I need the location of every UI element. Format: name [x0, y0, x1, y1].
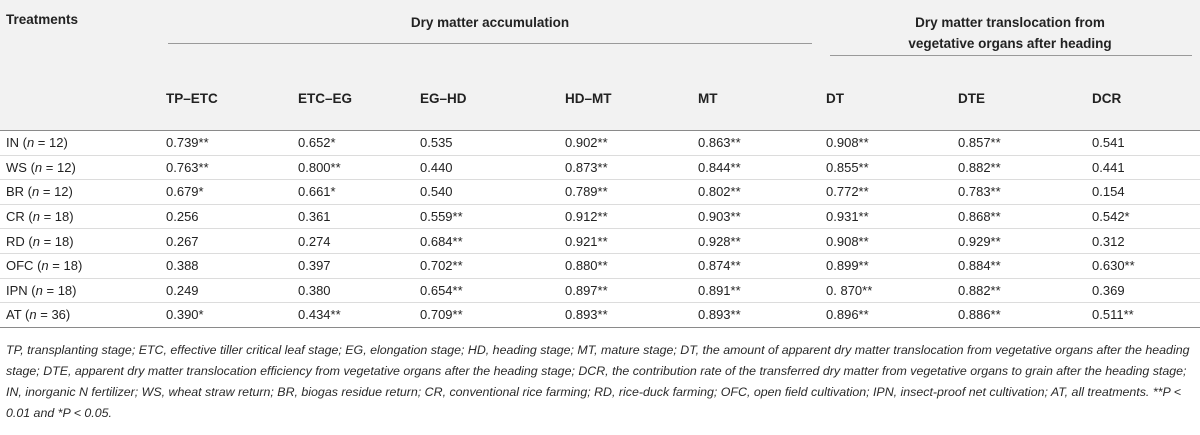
group-header-translocation-line1: Dry matter translocation from: [915, 15, 1105, 30]
value-cell: 0.380: [292, 278, 414, 303]
value-cell: 0.783**: [952, 180, 1086, 205]
value-cell: 0.739**: [160, 131, 292, 156]
value-cell: 0.369: [1086, 278, 1200, 303]
table-row: [0, 131, 1200, 156]
column-header-empty: [0, 66, 160, 131]
value-cell: 0.844**: [692, 155, 820, 180]
treatment-cell: AT (n = 36): [0, 303, 160, 328]
value-cell: 0.256: [160, 204, 292, 229]
value-cell: 0.267: [160, 229, 292, 254]
table-row: [0, 204, 1200, 229]
value-cell: 0.390*: [160, 303, 292, 328]
value-cell: 0.709**: [414, 303, 559, 328]
group-header-translocation: [820, 0, 1200, 66]
value-cell: 0.868**: [952, 204, 1086, 229]
value-cell: 0.912**: [559, 204, 692, 229]
table-footnote: TP, transplanting stage; ETC, effective tiller critical leaf stage; EG, elongation stage; HD, heading stage; MT, mature stage; DT, the amount of apparent dry matter translocation from vegetative organs after the heading stage; DTE, apparent dry matter translocation efficiency from vegetative organs after the heading stage; DCR, the contribution rate of the transferred dry matter from vegetative organs to grain after the heading stage; IN, inorganic N fertilizer; WS, wheat straw return; BR, biogas residue return; CR, conventional rice farming; RD, rice-duck farming; OFC, open field cultivation; IPN, insect-proof net cultivation; AT, all treatments. **P < 0.01 and *P < 0.05.: [6, 343, 1190, 420]
treatment-sample-size: 12: [56, 159, 72, 175]
table-row: [0, 278, 1200, 303]
value-cell: 0.654**: [414, 278, 559, 303]
value-cell: 0.440: [414, 155, 559, 180]
value-cell: 0.857**: [952, 131, 1086, 156]
treatment-cell: WS (n = 12): [0, 155, 160, 180]
treatment-name: OFC: [6, 258, 34, 274]
value-cell: 0.312: [1086, 229, 1200, 254]
value-cell: 0.154: [1086, 180, 1200, 205]
treatment-sample-size: 12: [49, 135, 64, 151]
treatment-cell: IN (n = 12): [0, 131, 160, 156]
value-cell: 0.886**: [952, 303, 1086, 328]
column-header: DT: [820, 66, 952, 131]
column-header: TP–ETC: [160, 66, 292, 131]
treatment-name: CR: [6, 209, 25, 225]
value-cell: 0.679*: [160, 180, 292, 205]
value-cell: 0.893**: [559, 303, 692, 328]
value-cell: 0.541: [1086, 131, 1200, 156]
column-header: ETC–EG: [292, 66, 414, 131]
value-cell: 0.855**: [820, 155, 952, 180]
value-cell: 0.559**: [414, 204, 559, 229]
treatment-cell: CR (n = 18): [0, 204, 160, 229]
value-cell: 0.542*: [1086, 204, 1200, 229]
treatment-cell: IPN (n = 18): [0, 278, 160, 303]
value-cell: 0.434**: [292, 303, 414, 328]
value-cell: 0.702**: [414, 253, 559, 278]
value-cell: 0.441: [1086, 155, 1200, 180]
value-cell: 0.511**: [1086, 303, 1200, 328]
column-header: DCR: [1086, 66, 1200, 131]
value-cell: 0.899**: [820, 253, 952, 278]
value-cell: 0.397: [292, 253, 414, 278]
treatment-name: BR: [6, 184, 25, 200]
treatment-cell: RD (n = 18): [0, 229, 160, 254]
value-cell: 0.789**: [559, 180, 692, 205]
value-cell: 0.908**: [820, 131, 952, 156]
treatment-name: WS: [6, 159, 27, 175]
value-cell: 0.249: [160, 278, 292, 303]
value-cell: 0.800**: [292, 155, 414, 180]
treatment-sample-size: 18: [63, 258, 78, 274]
column-header-row: [0, 66, 1200, 131]
group-header-row: [0, 0, 1200, 66]
table-row: [0, 229, 1200, 254]
table-row: [0, 303, 1200, 328]
group-underline-accumulation: [168, 43, 812, 44]
treatment-sample-size: 18: [54, 233, 70, 249]
value-cell: 0.874**: [692, 253, 820, 278]
value-cell: 0.896**: [820, 303, 952, 328]
value-cell: 0.921**: [559, 229, 692, 254]
value-cell: 0.897**: [559, 278, 692, 303]
table-row: [0, 253, 1200, 278]
value-cell: 0.863**: [692, 131, 820, 156]
treatment-name: AT: [6, 307, 22, 323]
value-cell: 0.388: [160, 253, 292, 278]
value-cell: 0.630**: [1086, 253, 1200, 278]
treatments-header: Treatments: [6, 12, 79, 27]
value-cell: 0. 870**: [820, 278, 952, 303]
value-cell: 0.893**: [692, 303, 820, 328]
treatment-sample-size: 18: [57, 282, 73, 298]
value-cell: 0.274: [292, 229, 414, 254]
column-header: MT: [692, 66, 820, 131]
value-cell: 0.873**: [559, 155, 692, 180]
treatment-sample-size: 12: [54, 184, 69, 200]
value-cell: 0.661*: [292, 180, 414, 205]
value-cell: 0.908**: [820, 229, 952, 254]
value-cell: 0.880**: [559, 253, 692, 278]
treatment-cell: OFC (n = 18): [0, 253, 160, 278]
value-cell: 0.540: [414, 180, 559, 205]
treatment-name: RD: [6, 233, 25, 249]
group-underline-translocation: [830, 55, 1192, 56]
column-header: DTE: [952, 66, 1086, 131]
value-cell: 0.882**: [952, 278, 1086, 303]
value-cell: 0.361: [292, 204, 414, 229]
group-header-accumulation-label: Dry matter accumulation: [410, 15, 570, 30]
value-cell: 0.802**: [692, 180, 820, 205]
value-cell: 0.684**: [414, 229, 559, 254]
value-cell: 0.884**: [952, 253, 1086, 278]
treatment-cell: BR (n = 12): [0, 180, 160, 205]
table-row: [0, 155, 1200, 180]
value-cell: 0.928**: [692, 229, 820, 254]
value-cell: 0.772**: [820, 180, 952, 205]
value-cell: 0.891**: [692, 278, 820, 303]
column-header: EG–HD: [414, 66, 559, 131]
treatment-name: IPN: [6, 282, 28, 298]
treatment-name: IN: [6, 135, 19, 151]
column-header: HD–MT: [559, 66, 692, 131]
table-body: [0, 131, 1200, 328]
value-cell: 0.652*: [292, 131, 414, 156]
table-row: [0, 180, 1200, 205]
treatment-sample-size: 18: [54, 209, 70, 225]
value-cell: 0.931**: [820, 204, 952, 229]
group-header-translocation-line2: vegetative organs after heading: [908, 36, 1112, 51]
value-cell: 0.929**: [952, 229, 1086, 254]
value-cell: 0.763**: [160, 155, 292, 180]
group-header-accumulation: [160, 0, 820, 66]
value-cell: 0.903**: [692, 204, 820, 229]
value-cell: 0.535: [414, 131, 559, 156]
value-cell: 0.902**: [559, 131, 692, 156]
value-cell: 0.882**: [952, 155, 1086, 180]
treatment-sample-size: 36: [51, 307, 66, 323]
